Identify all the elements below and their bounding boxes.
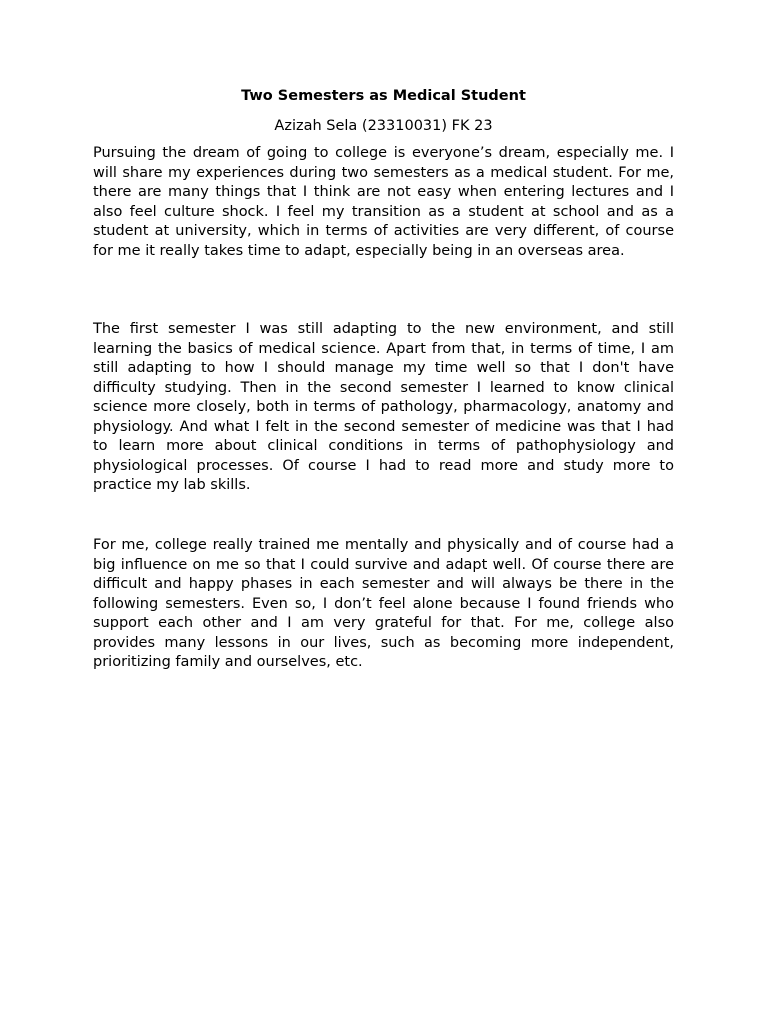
paragraph-3: For me, college really trained me mentally and physically and of course had a big influence on me so that I could survive and adapt well. Of course there are difficult and happy phases in each semester and will always be there in the following semesters. Even so, I don’t feel alone because I found friends who support each other and I am very grateful for that. For me, college also provides many lessons in our lives, such as becoming more independent, prioritizing family and ourselves, etc. [93, 537, 674, 670]
paragraph-1: Pursuing the dream of going to college is everyone’s dream, especially me. I will share my experiences during two semesters as a medical student. For me, there are many things that I think are not easy when entering lectures and I also feel culture shock. I feel my transition as a student at school and as a student at university, which in terms of activities are very different, of course for me it really takes time to adapt, especially being in an overseas area. [93, 145, 674, 259]
author-line: Azizah Sela (23310031) FK 23 [274, 118, 493, 134]
document-title: Two Semesters as Medical Student [241, 88, 526, 104]
paragraph-2: The first semester I was still adapting to the new environment, and still learning the basics of medical science. Apart from that, in terms of time, I am still adapting to how I should manage my time well so that I don't have difficulty studying. Then in the second semester I learned to know clinical science more closely, both in terms of pathology, pharmacology, anatomy and physiology. And what I felt in the second semester of medicine was that I had to learn more about clinical conditions in terms of pathophysiology and physiological processes. Of course I had to read more and study more to practice my lab skills. [93, 321, 674, 493]
